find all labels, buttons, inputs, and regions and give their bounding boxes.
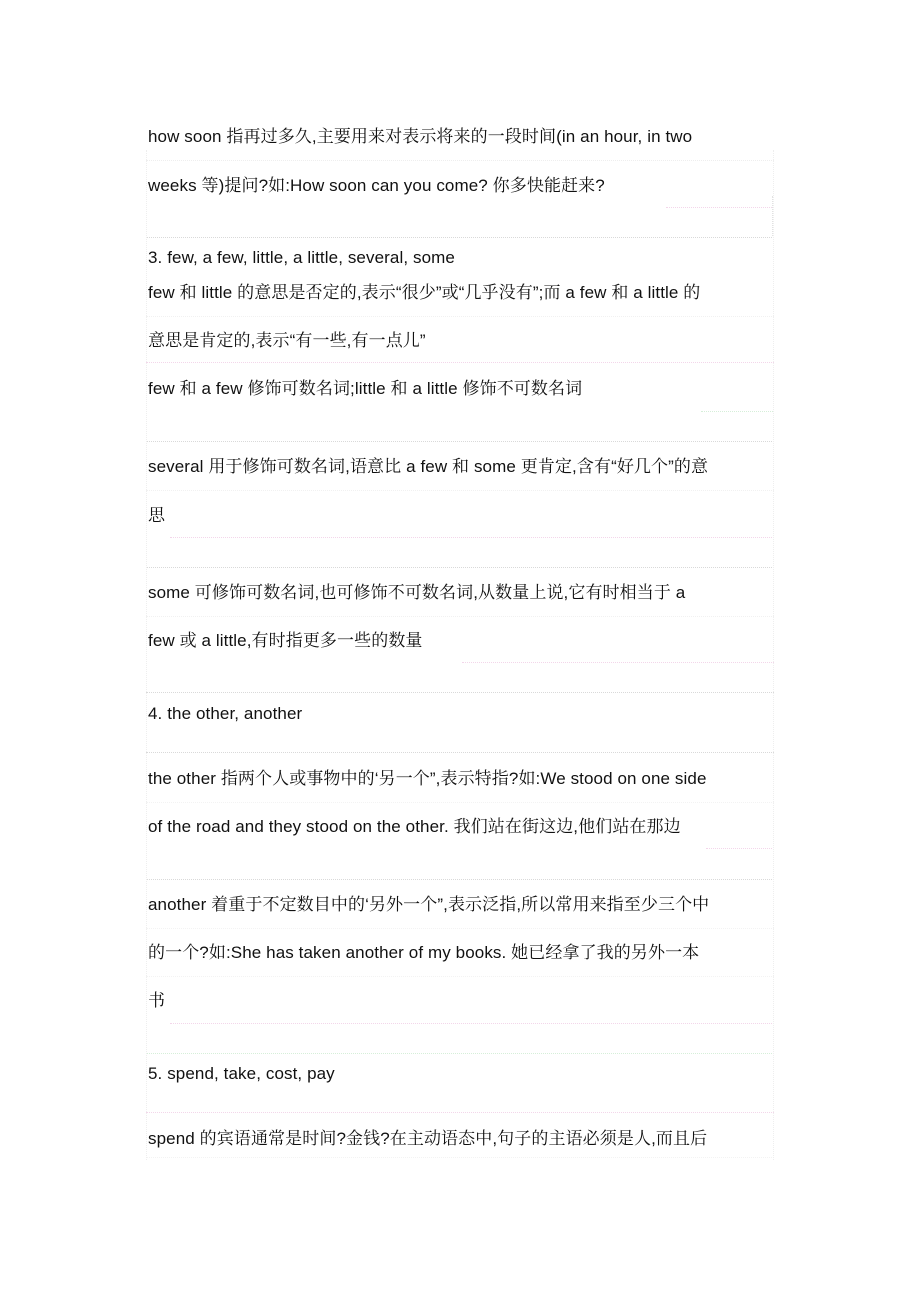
dotted-rule [146, 567, 774, 568]
paragraph-line: the other 指两个人或事物中的‘另一个”,表示特指?如:We stood on one side [148, 769, 707, 788]
dotted-rule [146, 237, 774, 238]
paragraph-line: another 着重于不定数目中的‘另外一个”,表示泛指,所以常用来指至少三个中 [148, 895, 710, 914]
dotted-rule [170, 537, 774, 538]
dotted-rule-vertical [773, 150, 774, 1160]
paragraph-line: 书 [148, 991, 166, 1010]
section-heading: 3. few, a few, little, a little, several, some [148, 248, 455, 267]
paragraph-line: some 可修饰可数名词,也可修饰不可数名词,从数量上说,它有时相当于 a [148, 583, 686, 602]
dotted-rule [146, 692, 774, 693]
dotted-rule-vertical [146, 150, 147, 1160]
dotted-rule [462, 662, 774, 663]
paragraph-line: spend 的宾语通常是时间?金钱?在主动语态中,句子的主语必须是人,而且后 [148, 1129, 708, 1148]
paragraph-line: 的一个?如:She has taken another of my books. 她已经拿了我的另外一本 [148, 943, 700, 962]
dotted-rule [146, 976, 774, 977]
dotted-rule [706, 848, 772, 849]
paragraph-line: 思 [148, 506, 166, 525]
paragraph-line: weeks 等)提问?如:How soon can you come? 你多快能赶来? [148, 176, 605, 195]
dotted-rule [146, 441, 774, 442]
dotted-rule [701, 411, 773, 412]
paragraph-line: how soon 指再过多久,主要用来对表示将来的一段时间(in an hour, in two [148, 127, 693, 146]
section-heading: 5. spend, take, cost, pay [148, 1064, 335, 1083]
paragraph-line: 意思是肯定的,表示“有一些,有一点儿” [148, 331, 426, 350]
paragraph-line: few 和 little 的意思是否定的,表示“很少”或“几乎没有”;而 a few 和 a little 的 [148, 283, 701, 302]
dotted-rule [146, 616, 774, 617]
paragraph-line: of the road and they stood on the other. 我们站在街这边,他们站在那边 [148, 817, 681, 836]
dotted-rule [146, 490, 774, 491]
paragraph-line: few 和 a few 修饰可数名词;little 和 a little 修饰不可数名词 [148, 379, 583, 398]
dotted-rule [146, 1053, 774, 1054]
paragraph-line: several 用于修饰可数名词,语意比 a few 和 some 更肯定,含有“好几个”的意 [148, 457, 709, 476]
dotted-rule [146, 879, 774, 880]
dotted-rule [666, 207, 772, 208]
dotted-rule [146, 928, 774, 929]
dotted-rule [146, 316, 774, 317]
paragraph-line: few 或 a little,有时指更多一些的数量 [148, 631, 423, 650]
document-page [146, 0, 774, 1302]
dotted-rule [146, 802, 774, 803]
dotted-rule [146, 752, 774, 753]
dotted-rule [170, 1023, 774, 1024]
dotted-rule [146, 1112, 774, 1113]
dotted-rule [146, 160, 774, 161]
section-heading: 4. the other, another [148, 704, 303, 723]
dotted-rule [146, 1157, 774, 1158]
dotted-rule [146, 362, 774, 363]
